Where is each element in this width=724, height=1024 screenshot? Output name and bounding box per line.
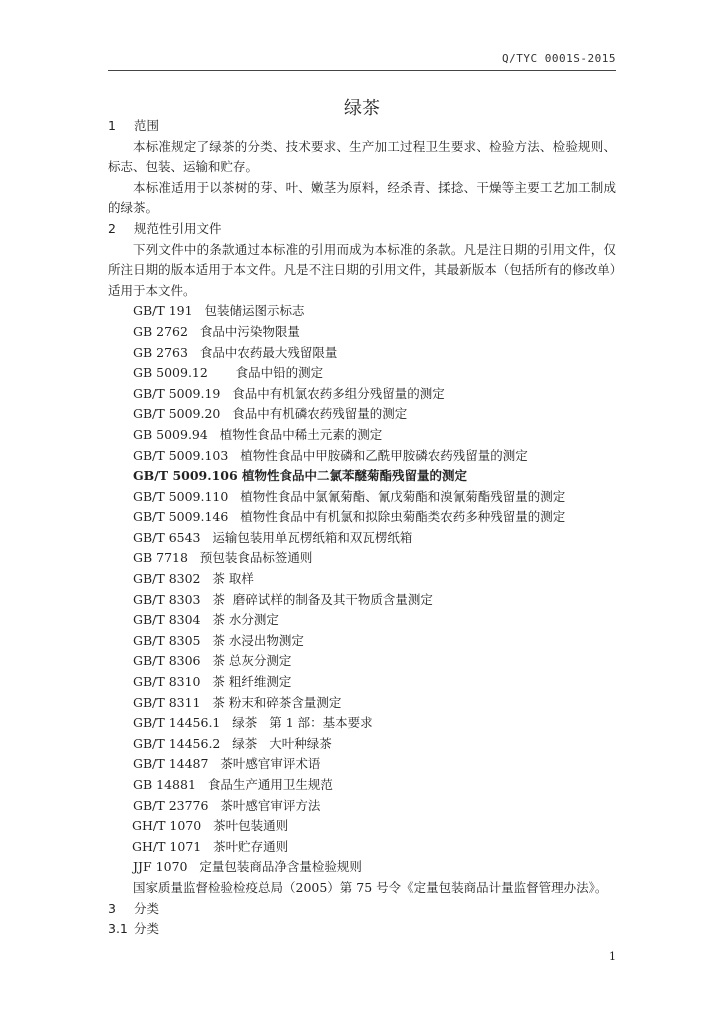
section-number: 2 <box>108 220 116 236</box>
reference-item: GB/T 5009.20 食品中有机磷农药残留量的测定 <box>133 406 408 422</box>
reference-item: GB/T 14456.1 绿茶 第 1 部：基本要求 <box>133 715 373 731</box>
reference-item: GB 2763 食品中农药最大残留限量 <box>133 344 338 360</box>
header-rule <box>108 70 616 71</box>
reference-item: GB/T 8304 茶 水分测定 <box>133 612 279 628</box>
document-body <box>108 116 616 940</box>
reference-item: GB 5009.12 食品中铅的测定 <box>133 365 324 381</box>
reference-item: GB/T 23776 茶叶感官审评方法 <box>133 797 321 813</box>
subsection-3-1-heading <box>108 919 616 940</box>
reference-item: GB 7718 预包装食品标签通则 <box>133 550 313 566</box>
reference-item: GB/T 5009.103 植物性食品中甲胺磷和乙酰甲胺磷农药残留量的测定 <box>133 447 528 463</box>
section-number: 3.1 <box>108 921 128 937</box>
reference-item: GB 2762 食品中污染物限量 <box>133 323 300 339</box>
reference-item: GB/T 6543 运输包装用单瓦楞纸箱和双瓦楞纸箱 <box>133 529 413 545</box>
document-title: 绿茶 <box>344 98 380 119</box>
reference-item: GB/T 8311 茶 粉末和碎茶含量测定 <box>133 694 342 710</box>
section-2-heading <box>108 219 616 240</box>
reference-item: GB 14881 食品生产通用卫生规范 <box>133 777 333 792</box>
section-title: 范围 <box>133 118 159 133</box>
reference-item: GB/T 8310 茶 粗纤维测定 <box>133 674 292 690</box>
paragraph: 下列文件中的条款通过本标准的引用而成为本标准的条款。凡是注日期的引用文件，仅所注日期的版本适用于本文件。凡是不注日期的引用文件，其最新版本（包括所有的修改单）适用于本文件。 <box>108 241 616 298</box>
reference-item: GB/T 8306 茶 总灰分测定 <box>133 653 292 669</box>
reference-note: 国家质量监督检验检疫总局（2005）第 75 号令《定量包装商品计量监督管理办法》。 <box>133 879 608 895</box>
reference-item: GB/T 14456.2 绿茶 大叶种绿茶 <box>133 735 332 751</box>
section-title: 分类 <box>133 900 159 916</box>
section-1-heading <box>108 116 616 137</box>
reference-item: GB/T 5009.146 植物性食品中有机氯和拟除虫菊酯类农药多种残留量的测定 <box>133 509 566 525</box>
standard-code: Q/TYC 0001S-2015 <box>502 52 616 65</box>
reference-item: GB 5009.94 植物性食品中稀土元素的测定 <box>133 426 383 442</box>
reference-item: GB/T 5009.110 植物性食品中氯氰菊酯、氰戊菊酯和溴氰菊酯残留量的测定 <box>133 488 566 504</box>
reference-item: GB/T 8303 茶 磨碎试样的制备及其干物质含量测定 <box>133 591 433 607</box>
section-title: 分类 <box>133 921 159 937</box>
section-number: 3 <box>108 900 116 916</box>
reference-item: GB/T 8302 茶 取样 <box>133 571 254 587</box>
reference-item: GB/T 5009.106 植物性食品中二氯苯醚菊酯残留量的测定 <box>133 468 468 484</box>
reference-item: GB/T 14487 茶叶感官审评术语 <box>133 756 321 772</box>
reference-item: GB/T 5009.19 食品中有机氯农药多组分残留量的测定 <box>133 385 445 401</box>
section-title: 规范性引用文件 <box>133 220 222 236</box>
section-3-heading <box>108 899 616 920</box>
reference-item: JJF 1070 定量包装商品净含量检验规则 <box>133 859 362 875</box>
paragraph: 本标准适用于以茶树的芽、叶、嫩茎为原料，经杀青、揉捻、干燥等主要工艺加工制成的绿茶。 <box>108 179 616 216</box>
reference-item: GB/T 8305 茶 水浸出物测定 <box>133 632 304 648</box>
reference-item: GH/T 1071 茶叶贮存通则 <box>132 838 289 854</box>
section-number: 1 <box>108 118 116 133</box>
reference-item: GB/T 191 包装储运图示标志 <box>133 303 305 319</box>
paragraph: 本标准规定了绿茶的分类、技术要求、生产加工过程卫生要求、检验方法、检验规则、标志、包装、运输和贮存。 <box>108 138 616 175</box>
reference-item: GH/T 1070 茶叶包装通则 <box>132 818 289 834</box>
page-number: 1 <box>609 950 616 963</box>
